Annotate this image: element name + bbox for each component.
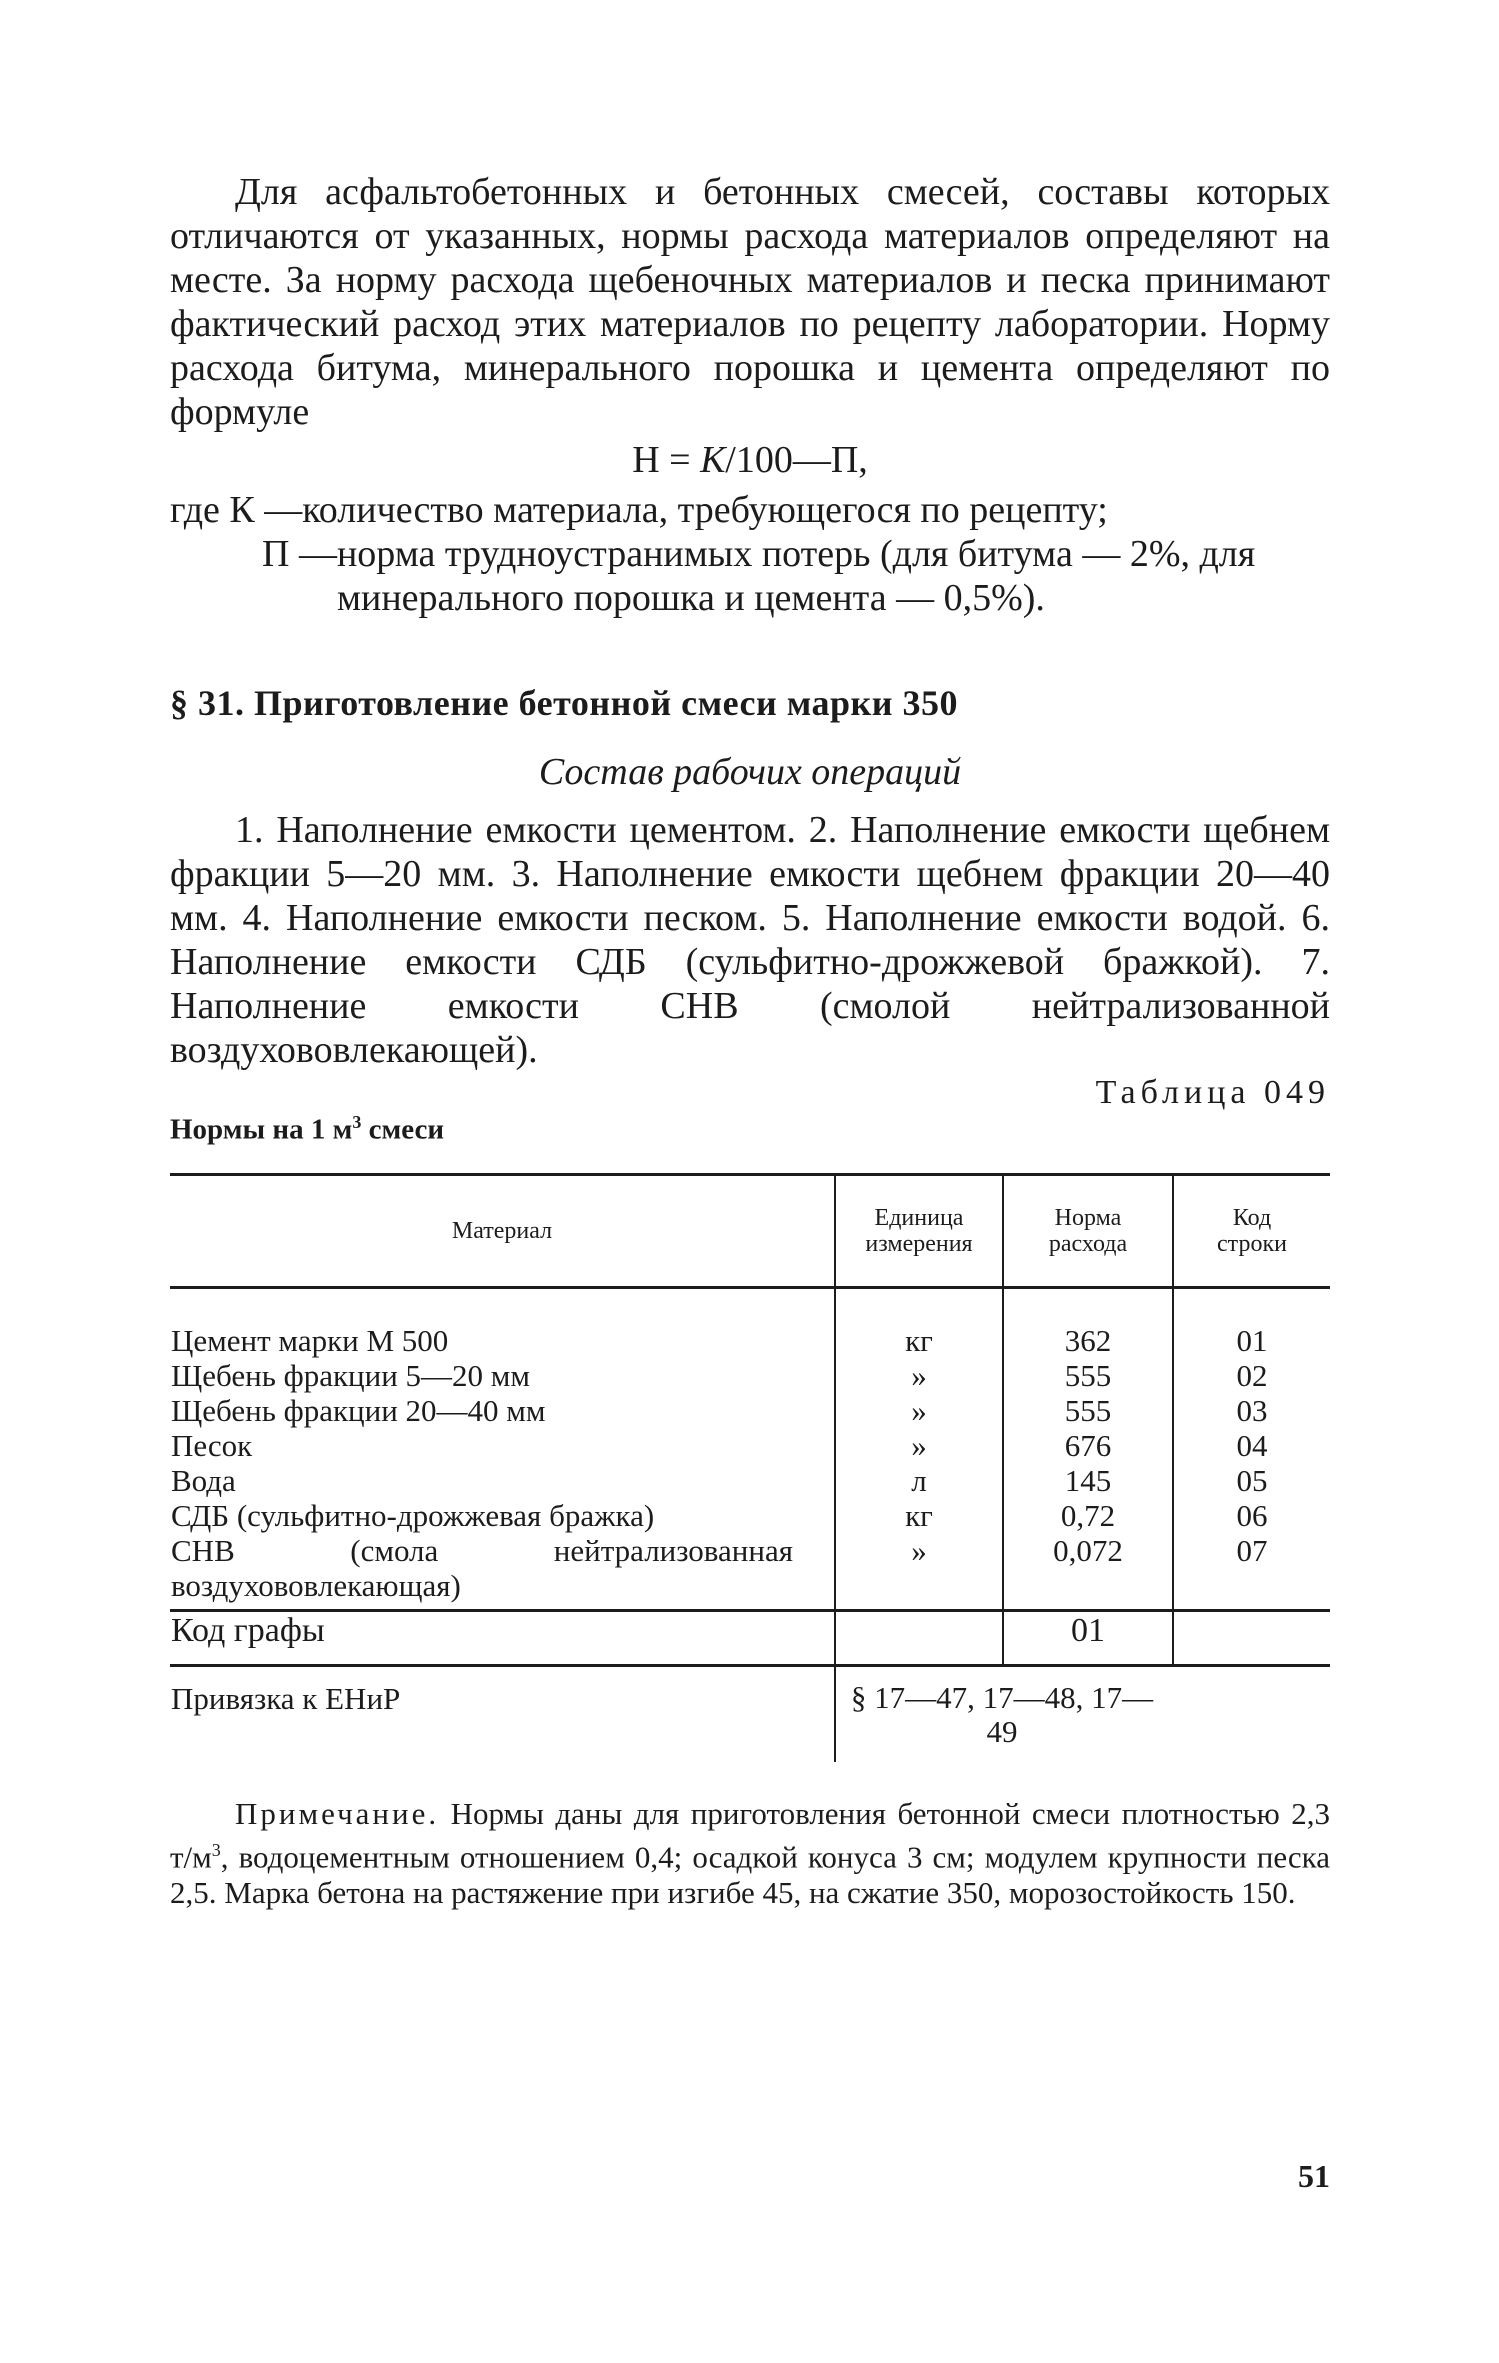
table-cell-norm: 145 [1064,1462,1112,1498]
table-cell-norm: 0,072 [1053,1532,1123,1568]
norm-column [1003,1287,1173,1610]
table-cell-unit: кг [905,1322,933,1358]
norms-title-suffix: смеси [361,1113,445,1146]
table-cell-material: Щебень фракции 5—20 мм [171,1357,531,1393]
note-text-1: Нормы даны для приготовления бетонной смеси плотностью 2,3 т/м [170,1795,1330,1874]
section-title: § 31. Приготовление бетонной смеси марки 350 [170,683,959,723]
table-cell-unit: » [911,1357,927,1393]
table-caption: Таблица 049 [1095,1074,1330,1111]
table-cell-unit: кг [905,1497,933,1533]
table-cell-material: Песок [171,1427,253,1463]
table-cell-material: Вода [171,1462,236,1498]
table-cell-code: 06 [1236,1497,1268,1533]
graph-code-value: 01 [1003,1610,1173,1665]
definition-p [170,532,1330,620]
table-cell-norm: 676 [1064,1427,1112,1463]
table-cell-code: 07 [1236,1532,1268,1568]
note-text-2: , водоцементным отношением 0,4; осадкой конуса 3 см; модулем крупности песка 2,5. Марка бетона на растяжение при изгибе 45, на сжатие 350, морозостойкость 150. [170,1838,1330,1910]
formula-k: К [700,439,726,481]
header-code: Код строки [1173,1174,1330,1287]
formula-rhs: /100—П, [725,439,868,481]
header-norm: Норма расхода [1003,1174,1173,1287]
header-material: Материал [170,1174,835,1287]
page-number: 51 [1298,2158,1330,2194]
definition-p-label: П — [262,533,337,575]
table-cell-unit: » [911,1532,927,1568]
norms-table [170,1173,1330,1762]
norms-title [170,1112,1330,1147]
formula-lhs: Н = [632,439,701,481]
table-cell-material: СДБ (сульфитно-дрожжевая бражка) [171,1497,655,1533]
table-cell-code: 03 [1236,1392,1268,1428]
definition-p-text: норма трудноустранимых потерь (для битума — 2%, для минерального порошка и цемента — 0,5%). [336,533,1256,619]
norms-title-prefix: Нормы на 1 м [170,1113,353,1146]
code-column [1173,1287,1330,1610]
table-cell-norm: 555 [1064,1392,1112,1428]
graph-code-empty [1173,1610,1330,1665]
intro-paragraph: Для асфальтобетонных и бетонных смесей, составы которых отличаются от указанных, нормы расхода материалов определяют на месте. За норму расхода щебеночных материалов и песка принимают фактический расход этих материалов по рецепту лаборатории. Норму расхода битума, минерального порошка и цемента определяют по формуле [170,171,1330,433]
section-subtitle: Состав рабочих операций [538,751,962,793]
note-sup: 3 [211,1839,221,1860]
table-cell-unit: л [911,1462,927,1498]
document-page [170,170,1330,1942]
definition-k-label: где К — [170,489,303,531]
definition-k-text: количество материала, требующегося по рецепту; [302,489,1108,531]
enir-label: Привязка к ЕНиР [171,1680,401,1716]
table-cell-norm: 362 [1064,1322,1112,1358]
formula [170,438,1330,482]
table-cell-code: 04 [1236,1427,1268,1463]
operations-paragraph: 1. Наполнение емкости цементом. 2. Наполнение емкости щебнем фракции 5—20 мм. 3. Наполнение емкости щебнем фракции 20—40 мм. 4. Наполнение емкости песком. 5. Наполнение емкости водой. 6. Наполнение емкости СДБ (сульфитно-дрожжевой бражкой). 7. Наполнение емкости СНВ (смолой нейтрализованной воздухововлекающей). [170,809,1330,1071]
unit-column [835,1287,1003,1610]
table-note [170,1796,1330,1911]
enir-value-text: § 17—47, 17—48, 17—49 [850,1679,1154,1749]
graph-code-spacer [835,1610,1003,1665]
table-header-row [170,1174,1330,1287]
header-unit: Единица измерения [835,1174,1003,1287]
graph-code-label: Код графы [170,1610,835,1665]
graph-code-row [170,1610,1330,1665]
table-cell-material: СНВ (смола нейтрализованная воздухововлекающая) [171,1532,793,1603]
table-cell-material: Цемент марки М 500 [171,1322,449,1358]
table-cell-code: 01 [1236,1322,1268,1358]
table-body [170,1287,1330,1610]
table-cell-material: Щебень фракции 20—40 мм [171,1392,546,1428]
enir-value [835,1665,1330,1762]
definition-k [170,488,1330,532]
norms-title-sup: 3 [352,1112,362,1132]
table-cell-code: 02 [1236,1357,1268,1393]
note-label: Примечание. [235,1795,440,1831]
table-cell-unit: » [911,1427,927,1463]
table-cell-unit: » [911,1392,927,1428]
table-cell-norm: 0,72 [1060,1497,1116,1533]
table-cell-norm: 555 [1064,1357,1112,1393]
material-column [170,1287,835,1610]
table-cell-code: 05 [1236,1462,1268,1498]
enir-row [170,1665,1330,1762]
